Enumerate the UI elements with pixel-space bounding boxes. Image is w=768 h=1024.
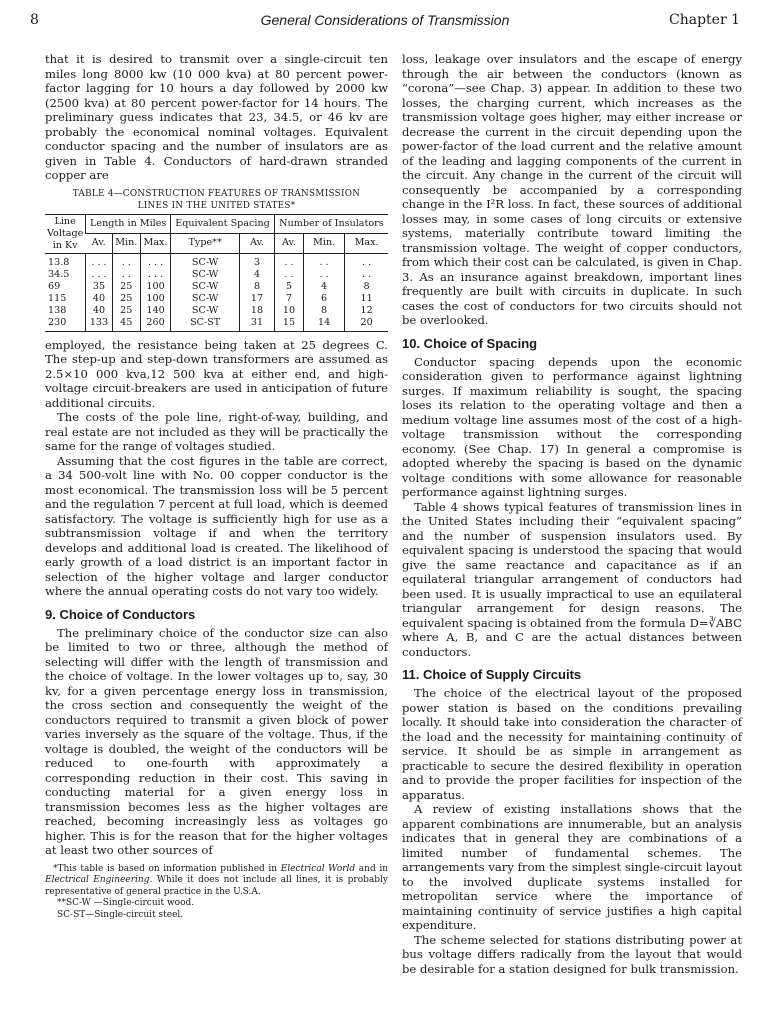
- table-cell: 13.8: [48, 256, 70, 268]
- table-row: [45, 293, 388, 305]
- paragraph: The preliminary choice of the conductor size can also be limited to two or three, although the method of selecting will differ with the length of transmission and the choice of voltage. In the lower voltages up to, say, 30 kv, for a given percentage energy loss in transmission, the cross section and consequently the weight of the conductors required to transmit a given block of power varies inversely as the square of the voltage. Thus, if the voltage is doubled, the weight of the conductors will be reduced to one-fourth with approximately a corresponding reduction in their cost. This saving in conducting material for a given energy loss in transmission becomes less as the higher voltages are reached, becoming increasingly less as voltages go higher. This is for the reason that for the higher voltages at least two other sources of: [45, 625, 388, 857]
- table-cell: . .: [112, 253, 140, 269]
- footnote: **SC-W —Single-circuit wood.: [57, 898, 195, 908]
- table-row: [45, 317, 388, 332]
- table-cell: SC-W: [171, 281, 240, 293]
- table-cell: 14: [304, 317, 345, 332]
- table-cell: 20: [345, 317, 388, 332]
- table-header-row: [45, 214, 388, 234]
- table-cell: 17: [240, 293, 275, 305]
- table-cell: 3: [240, 253, 275, 269]
- table-cell: 4: [240, 269, 275, 281]
- table-cell: 25: [112, 293, 140, 305]
- footnote: *This table is based on information published in Electrical World and in Electrical Engineering. While it does not include all lines, it is probably representative of general practice in the U.S.A.: [45, 863, 389, 897]
- table-cell: 133: [86, 317, 112, 332]
- table-row: [45, 269, 388, 281]
- footnote: SC-ST—Single-circuit steel.: [57, 909, 184, 920]
- table-cell: SC-W: [171, 293, 240, 305]
- subheader-type: Type**: [171, 234, 240, 254]
- table-cell: 8: [345, 281, 388, 293]
- table-cell: . .: [304, 269, 345, 281]
- table-cell: 18: [240, 305, 275, 317]
- chapter-label: Chapter 1: [669, 12, 740, 28]
- table-cell: 4: [304, 281, 345, 293]
- subheader-min: Min.: [112, 234, 140, 254]
- table-cell: 10: [274, 305, 303, 317]
- table-cell: SC-W: [171, 253, 240, 269]
- paragraph: that it is desired to transmit over a single-circuit ten miles long 8000 kw (10 000 kva) at 80 percent power-factor lagging for 10 hours a day followed by 2000 kw (2500 kva) at 80 percent power-factor for 14 hours. The preliminary guess indicates that 23, 34.5, or 46 kv are probably the economical nominal voltages. Equivalent conductor spacing and the number of insulators are as given in Table 4. Conductors of hard-drawn stranded copper are: [45, 52, 388, 182]
- table-row: [45, 253, 388, 269]
- table-cell: 100: [140, 293, 170, 305]
- table-cell: . .: [345, 269, 388, 281]
- table-cell: 69: [48, 280, 61, 292]
- table-cell: . . .: [86, 269, 112, 281]
- table-caption-line1: TABLE 4—CONSTRUCTION FEATURES OF TRANSMISSION: [72, 188, 361, 199]
- subheader-insulators-min: Min.: [304, 234, 345, 254]
- subheader-insulators-av: Av.: [274, 234, 303, 254]
- table-cell: 5: [274, 281, 303, 293]
- table-cell: 34.5: [48, 268, 70, 280]
- table-cell: 230: [48, 316, 67, 328]
- table-caption: [45, 188, 388, 212]
- table-cell: 25: [112, 305, 140, 317]
- paragraph: Table 4 shows typical features of transmission lines in the United States including their “equivalent spacing” and the number of suspension insulators used. By equivalent spacing is understood the spacing that would give the same reactance and capacitance as if an equilateral triangular arrangement of conductors had been used. It is usually impractical to use an equilateral triangular arrangement for design reasons. The equivalent spacing is obtained from the formula D=∛ABC where A, B, and C are the actual distances between conductors.: [402, 499, 742, 659]
- table-cell: 40: [86, 305, 112, 317]
- right-column: [402, 52, 742, 976]
- table-cell: . . .: [140, 269, 170, 281]
- table-cell: 35: [86, 281, 112, 293]
- table-row: [45, 305, 388, 317]
- table-cell: 115: [48, 292, 67, 304]
- table-cell: SC-W: [171, 269, 240, 281]
- paragraph: The costs of the pole line, right-of-way, building, and real estate are not included as they will be practically the same for the range of voltages studied.: [45, 410, 388, 453]
- col-header-spacing: Equivalent Spacing: [171, 214, 275, 234]
- table-cell: . .: [304, 253, 345, 269]
- table-cell: 31: [240, 317, 275, 332]
- paragraph: The scheme selected for stations distributing power at bus voltage differs radically from the layout that would be desirable for a station designed for bulk transmission.: [402, 932, 742, 976]
- section-heading-11: 11. Choice of Supply Circuits: [402, 667, 582, 682]
- paragraph: Assuming that the cost figures in the table are correct, a 34 500-volt line with No. 00 copper conductor is the most economical. The transmission loss will be 5 percent and the regulation 7 percent at full load, which is deemed satisfactory. The voltage is sufficiently high for use as a subtransmission voltage if and when the territory develops and additional load is created. The likelihood of early growth of a load district is an important factor in selection of the higher voltage and larger conductor where the annual operating costs do not vary too widely.: [45, 453, 388, 598]
- paragraph: The choice of the electrical layout of the proposed power station is based on the conditions prevailing locally. It should take into consideration the character of the load and the necessity for maintaining continuity of service. It should be as simple in arrangement as practicable to secure the desired flexibility in operation and to provide the proper facilities for inspection of the apparatus.: [402, 686, 742, 802]
- running-title: General Considerations of Transmission: [260, 12, 510, 28]
- table-cell: . . .: [86, 253, 112, 269]
- subheader-av: Av.: [86, 234, 112, 254]
- table-subheader-row: [45, 234, 388, 254]
- table-cell: 7: [274, 293, 303, 305]
- table-cell: SC-ST: [171, 317, 240, 332]
- table-cell: 40: [86, 293, 112, 305]
- table-cell: 15: [274, 317, 303, 332]
- col-header-insulators: Number of Insulators: [274, 214, 388, 234]
- table-cell: 6: [304, 293, 345, 305]
- table-cell: . .: [112, 269, 140, 281]
- subheader-max: Max.: [140, 234, 170, 254]
- construction-features-table: [45, 214, 388, 332]
- section-heading-10: 10. Choice of Spacing: [402, 335, 538, 351]
- table-caption-line2: LINES IN THE UNITED STATES*: [137, 200, 296, 211]
- table-cell: 8: [304, 305, 345, 317]
- table-cell: SC-W: [171, 305, 240, 317]
- table-cell: 100: [140, 281, 170, 293]
- footnotes: [45, 864, 388, 922]
- col-header-length: Length in Miles: [86, 214, 171, 234]
- table-cell: 11: [345, 293, 388, 305]
- page-number: 8: [30, 12, 39, 28]
- running-header: [30, 12, 740, 32]
- table-cell: . .: [274, 253, 303, 269]
- subheader-spacing-av: Av.: [240, 234, 275, 254]
- table-cell: . . .: [140, 253, 170, 269]
- paragraph: Conductor spacing depends upon the economic consideration given to performance against lightning surges. If maximum reliability is sought, the spacing loses its relation to the operating voltage and then a medium voltage line assumes most of the cost of a high-voltage transmission without the corresponding economy. (See Chap. 17) In general a compromise is adopted whereby the spacing is based on the dynamic voltage conditions with some allowance for reasonable performance against lightning surges.: [402, 354, 742, 499]
- table-cell: 45: [112, 317, 140, 332]
- table-cell: 25: [112, 281, 140, 293]
- table-cell: . .: [345, 253, 388, 269]
- table-cell: 260: [140, 317, 170, 332]
- subheader-insulators-max: Max.: [345, 234, 388, 254]
- paragraph: A review of existing installations shows that the apparent combinations are innumerable, but an analysis indicates that in general they are combinations of a limited number of fundamental schemes. The arrangements vary from the simplest single-circuit layout to the involved duplicate systems installed for metropolitan service where the importance of maintaining continuity of service justifies a high capital expenditure.: [402, 802, 742, 932]
- table-cell: . .: [274, 269, 303, 281]
- table-cell: 12: [345, 305, 388, 317]
- paragraph: employed, the resistance being taken at 25 degrees C. The step-up and step-down transformers are assumed as 2.5×10 000 kva,12 500 kva at either end, and high-voltage circuit-breakers are used in anticipation of future additional circuits.: [45, 337, 388, 410]
- table-cell: 8: [240, 281, 275, 293]
- section-heading-9: 9. Choice of Conductors: [45, 606, 196, 622]
- table-row: [45, 281, 388, 293]
- left-column: [45, 52, 388, 921]
- table-cell: 138: [48, 304, 67, 316]
- col-header-line-voltage: Line Voltage in Kv: [45, 214, 86, 253]
- table-cell: 140: [140, 305, 170, 317]
- paragraph: loss, leakage over insulators and the escape of energy through the air between the conductors (known as “corona”—see Chap. 3) appear. In addition to these two losses, the charging current, which increases as the transmission voltage goes higher, may either increase or decrease the current in the circuit depending upon the power-factor of the load current and the relative amount of the leading and lagging components of the current in the circuit. Any change in the current of the circuit will consequently be accompanied by a corresponding change in the I²R loss. In fact, these sources of additional losses may, in some cases of long circuits or extensive systems, materially contribute toward limiting the transmission voltage. The weight of copper conductors, from which their cost can be calculated, is given in Chap. 3. As an insurance against breakdown, important lines frequently are built with circuits in duplicate. In such cases the cost of conductors for two circuits should not be overlooked.: [402, 52, 742, 327]
